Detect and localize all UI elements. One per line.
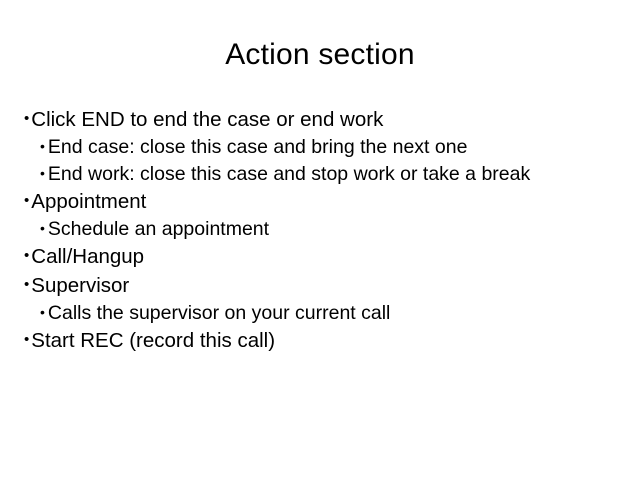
list-item — [24, 300, 620, 327]
list-item-label: Click END to end the case or end work — [31, 108, 384, 131]
bullet-marker-icon: • — [40, 220, 45, 237]
list-item — [24, 327, 620, 355]
bullet-marker-icon: • — [24, 247, 30, 265]
list-item — [24, 272, 620, 300]
bullet-marker-icon: • — [40, 165, 45, 182]
list-item-label: Schedule an appointment — [47, 218, 270, 241]
bullet-marker-icon: • — [40, 138, 45, 155]
slide-body — [24, 106, 620, 355]
list-item-label: End case: close this case and bring the next one — [47, 136, 468, 159]
list-item — [24, 106, 620, 134]
list-item-label: Calls the supervisor on your current call — [47, 301, 391, 324]
bullet-marker-icon: • — [24, 330, 30, 348]
list-item-label: Start REC (record this call) — [31, 328, 276, 352]
bullet-marker-icon: • — [24, 110, 30, 127]
bullet-marker-icon: • — [24, 275, 30, 293]
list-item-label: End work: close this case and stop work or take a break — [47, 163, 531, 186]
list-item — [24, 216, 620, 243]
list-item-label: Appointment — [31, 190, 147, 214]
list-item — [24, 243, 620, 271]
page-title: Action section — [225, 38, 415, 71]
bullet-marker-icon: • — [24, 192, 30, 210]
list-item-label: Supervisor — [31, 273, 130, 297]
list-item — [24, 188, 620, 216]
list-item — [24, 134, 620, 161]
bullet-marker-icon: • — [40, 303, 45, 320]
list-item — [24, 161, 620, 188]
list-item-label: Call/Hangup — [31, 245, 145, 269]
